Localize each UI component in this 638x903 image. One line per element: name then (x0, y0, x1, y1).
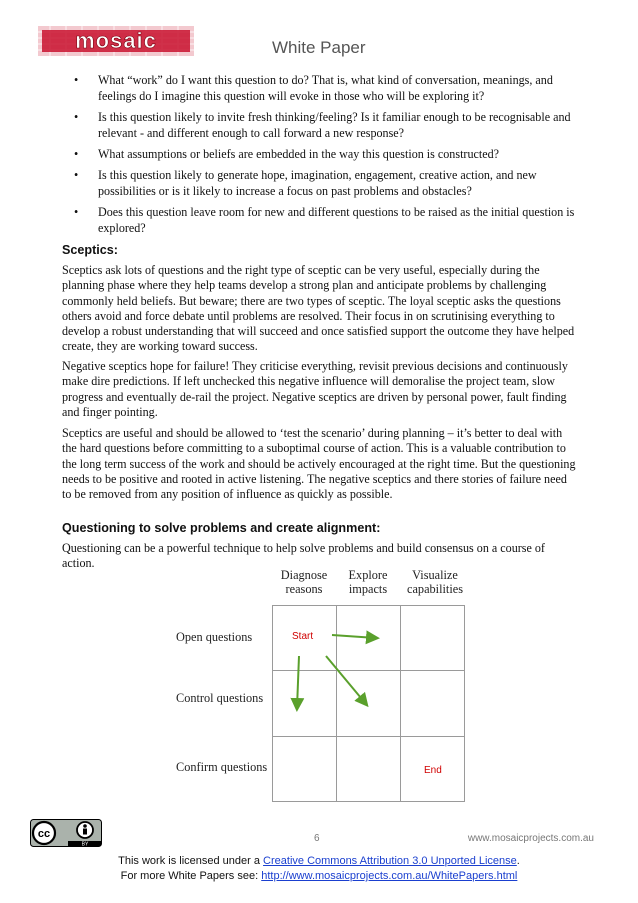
questioning-paragraph: Questioning can be a powerful technique to help solve problems and build consensus on a course of action. (62, 541, 545, 571)
question-checklist (62, 72, 582, 241)
questioning-heading: Questioning to solve problems and create alignment: (62, 521, 381, 535)
column-header-explore: Explore impacts (348, 568, 388, 596)
list-item: • Is this question likely to invite fresh thinking/feeling? Is it familiar enough to be recognisable and relevant - and different enough to call forward a new response? (74, 110, 571, 140)
creative-commons-badge[interactable] (30, 819, 102, 847)
end-label: End (424, 765, 442, 776)
column-header-diagnose: Diagnose reasons (280, 568, 328, 596)
list-item: • Is this question likely to generate hope, imagination, engagement, creative action, and new possibilities or is it likely to increase a focus on past problems and obstacles? (74, 168, 537, 198)
mosaic-logo (38, 26, 194, 56)
sceptics-heading: Sceptics: (62, 243, 118, 257)
license-line: This work is licensed under a Creative Commons Attribution 3.0 Unported License. (118, 855, 520, 867)
row-header-open: Open questions (176, 630, 253, 644)
list-item: • Does this question leave room for new and different questions to be raised as the initial question is explored? (74, 205, 575, 235)
sceptics-paragraph-1: Sceptics ask lots of questions and the right type of sceptic can be very useful, especially during the planning phase where they help teams develop a strong plan and anticipate problems by challenging commonly held beliefs. But beware; there are two types of sceptic. The loyal sceptic asks the questions others avoid and force debate until problems are resolved. Their focus in on scrutinising everything to develop a robust understanding that will succeed and once satisfied support the outcome they have helped create, they are working toward success. (62, 263, 575, 354)
white-papers-link[interactable]: http://www.mosaicprojects.com.au/WhitePapers.html (261, 870, 518, 882)
column-header-visualize: Visualize capabilities (407, 568, 463, 596)
arrow-down (297, 656, 299, 708)
cc-by-label: BY (81, 841, 89, 847)
list-item: • What “work” do I want this question to do? That is, what kind of conversation, meanings, and feelings do I imagine this question will evoke in those who will be exploring it? (74, 73, 553, 103)
arrow-diagonal (326, 656, 366, 704)
logo-wordmark: mosaic (75, 28, 157, 53)
flow-arrows (166, 568, 470, 804)
start-label: Start (292, 631, 314, 642)
arrow-right (332, 635, 376, 638)
sceptics-paragraph-2: Negative sceptics hope for failure! They criticise everything, revisit previous decisions and continuously make dire predictions. If left unchecked this negative influence will demoralise the project team, slow progress and eventually de-rail the project. Negative sceptics are driven by personal power, fault finding and finger pointing. (62, 359, 568, 419)
svg-text:cc: cc (37, 828, 51, 840)
row-header-confirm: Confirm questions (176, 760, 268, 774)
questioning-matrix-diagram (166, 568, 470, 804)
footer-website: www.mosaicprojects.com.au (467, 833, 594, 844)
more-papers-line: For more White Papers see: http://www.mosaicprojects.com.au/WhitePapers.html (120, 870, 518, 882)
list-item: • What assumptions or beliefs are embedded in the way this question is constructed? (74, 147, 500, 161)
page-number: 6 (314, 833, 320, 844)
header-title: White Paper (272, 38, 366, 57)
row-header-control: Control questions (176, 691, 264, 705)
sceptics-paragraph-3: Sceptics are useful and should be allowed to ‘test the scenario’ during planning – it’s better to deal with the hard questions before committing to a suboptimal course of action. This is a valuable contribution to the long term success of the work and should be actively encouraged at the right time. But the questioning needs to be positive and rooted in active listening. The negative sceptics and there stories of failure need to be removed from any position of influence as quickly as possible. (62, 426, 576, 502)
license-link[interactable]: Creative Commons Attribution 3.0 Unported License (263, 855, 517, 867)
